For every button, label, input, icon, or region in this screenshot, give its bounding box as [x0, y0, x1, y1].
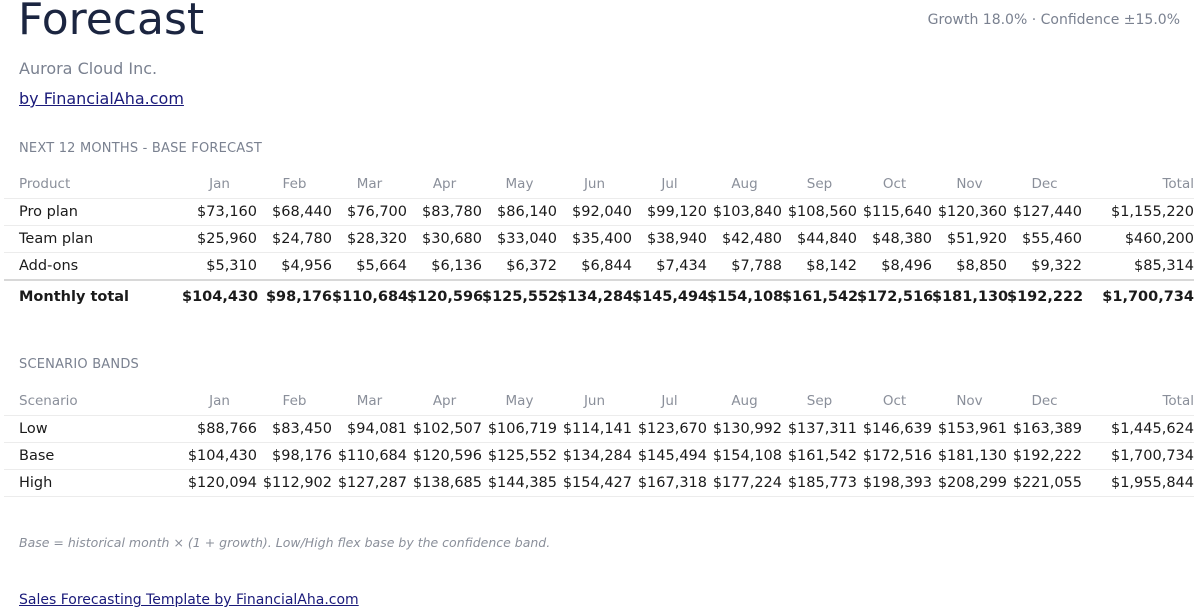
month-value-cell: $38,940	[632, 226, 707, 253]
month-value-cell: $8,496	[857, 253, 932, 281]
month-value-cell: $7,788	[707, 253, 782, 281]
month-value-cell: $145,494	[632, 280, 707, 313]
row-label: Pro plan	[4, 199, 182, 226]
footer-link[interactable]: Sales Forecasting Template by FinancialAha.com	[19, 592, 359, 608]
column-header-month: Apr	[407, 170, 482, 199]
month-value-cell: $120,094	[182, 470, 257, 497]
month-value-cell: $154,108	[707, 280, 782, 313]
column-header-month: Dec	[1007, 170, 1082, 199]
month-value-cell: $106,719	[482, 416, 557, 443]
month-value-cell: $102,507	[407, 416, 482, 443]
month-value-cell: $68,440	[257, 199, 332, 226]
column-header-month: Nov	[932, 170, 1007, 199]
month-value-cell: $44,840	[782, 226, 857, 253]
month-value-cell: $161,542	[782, 443, 857, 470]
month-value-cell: $123,670	[632, 416, 707, 443]
month-value-cell: $192,222	[1007, 443, 1082, 470]
table-header-row	[4, 170, 1194, 199]
column-header-total: Total	[1082, 170, 1194, 199]
month-value-cell: $144,385	[482, 470, 557, 497]
column-header-month: Mar	[332, 170, 407, 199]
month-value-cell: $94,081	[332, 416, 407, 443]
base-forecast-table	[4, 170, 1194, 313]
row-total-cell: $1,955,844	[1082, 470, 1194, 497]
column-header-total: Total	[1082, 387, 1194, 416]
table-row	[4, 443, 1194, 470]
month-value-cell: $51,920	[932, 226, 1007, 253]
scenario-section-label: SCENARIO BANDS	[19, 357, 139, 372]
month-value-cell: $30,680	[407, 226, 482, 253]
month-value-cell: $161,542	[782, 280, 857, 313]
column-header-month: Mar	[332, 387, 407, 416]
month-value-cell: $28,320	[332, 226, 407, 253]
table-row	[4, 416, 1194, 443]
month-value-cell: $73,160	[182, 199, 257, 226]
month-value-cell: $104,430	[182, 280, 257, 313]
month-value-cell: $83,450	[257, 416, 332, 443]
month-value-cell: $55,460	[1007, 226, 1082, 253]
column-header-month: May	[482, 387, 557, 416]
row-label: Monthly total	[4, 280, 182, 313]
column-header-month: Dec	[1007, 387, 1082, 416]
month-value-cell: $146,639	[857, 416, 932, 443]
month-value-cell: $154,108	[707, 443, 782, 470]
column-header-month: Sep	[782, 170, 857, 199]
month-value-cell: $115,640	[857, 199, 932, 226]
month-value-cell: $24,780	[257, 226, 332, 253]
month-value-cell: $208,299	[932, 470, 1007, 497]
methodology-note: Base = historical month × (1 + growth). Low/High flex base by the confidence band.	[19, 535, 551, 550]
row-label: Low	[4, 416, 182, 443]
month-value-cell: $83,780	[407, 199, 482, 226]
month-value-cell: $8,142	[782, 253, 857, 281]
month-value-cell: $167,318	[632, 470, 707, 497]
table-row	[4, 199, 1194, 226]
month-value-cell: $48,380	[857, 226, 932, 253]
month-value-cell: $99,120	[632, 199, 707, 226]
table-header-row	[4, 387, 1194, 416]
row-total-cell: $1,445,624	[1082, 416, 1194, 443]
column-header-month: Apr	[407, 387, 482, 416]
row-label: Team plan	[4, 226, 182, 253]
row-total-cell: $85,314	[1082, 253, 1194, 281]
month-value-cell: $185,773	[782, 470, 857, 497]
month-value-cell: $42,480	[707, 226, 782, 253]
month-value-cell: $130,992	[707, 416, 782, 443]
month-value-cell: $221,055	[1007, 470, 1082, 497]
column-header-label: Product	[4, 170, 182, 199]
month-value-cell: $98,176	[257, 280, 332, 313]
month-value-cell: $153,961	[932, 416, 1007, 443]
month-value-cell: $6,372	[482, 253, 557, 281]
row-label: High	[4, 470, 182, 497]
column-header-month: Feb	[257, 170, 332, 199]
month-value-cell: $6,136	[407, 253, 482, 281]
row-label: Base	[4, 443, 182, 470]
month-value-cell: $181,130	[932, 443, 1007, 470]
month-value-cell: $177,224	[707, 470, 782, 497]
row-total-cell: $1,155,220	[1082, 199, 1194, 226]
table-row	[4, 470, 1194, 497]
column-header-month: Jan	[182, 387, 257, 416]
column-header-month: Oct	[857, 387, 932, 416]
column-header-month: Feb	[257, 387, 332, 416]
month-value-cell: $125,552	[482, 280, 557, 313]
table-row	[4, 253, 1194, 281]
month-value-cell: $154,427	[557, 470, 632, 497]
month-value-cell: $25,960	[182, 226, 257, 253]
month-value-cell: $5,664	[332, 253, 407, 281]
column-header-month: Nov	[932, 387, 1007, 416]
column-header-month: Aug	[707, 170, 782, 199]
month-value-cell: $92,040	[557, 199, 632, 226]
column-header-month: Jul	[632, 170, 707, 199]
monthly-total-row	[4, 280, 1194, 313]
table-row	[4, 226, 1194, 253]
month-value-cell: $4,956	[257, 253, 332, 281]
month-value-cell: $76,700	[332, 199, 407, 226]
column-header-label: Scenario	[4, 387, 182, 416]
month-value-cell: $138,685	[407, 470, 482, 497]
month-value-cell: $5,310	[182, 253, 257, 281]
scenario-bands-table	[4, 387, 1194, 497]
byline-link[interactable]: by FinancialAha.com	[19, 89, 184, 108]
month-value-cell: $35,400	[557, 226, 632, 253]
row-label: Add-ons	[4, 253, 182, 281]
row-total-cell: $460,200	[1082, 226, 1194, 253]
month-value-cell: $125,552	[482, 443, 557, 470]
month-value-cell: $134,284	[557, 443, 632, 470]
company-name: Aurora Cloud Inc.	[19, 59, 158, 78]
month-value-cell: $108,560	[782, 199, 857, 226]
month-value-cell: $114,141	[557, 416, 632, 443]
month-value-cell: $163,389	[1007, 416, 1082, 443]
month-value-cell: $120,596	[407, 280, 482, 313]
column-header-month: May	[482, 170, 557, 199]
month-value-cell: $127,287	[332, 470, 407, 497]
month-value-cell: $181,130	[932, 280, 1007, 313]
month-value-cell: $134,284	[557, 280, 632, 313]
month-value-cell: $86,140	[482, 199, 557, 226]
month-value-cell: $33,040	[482, 226, 557, 253]
month-value-cell: $110,684	[332, 280, 407, 313]
month-value-cell: $145,494	[632, 443, 707, 470]
column-header-month: Oct	[857, 170, 932, 199]
month-value-cell: $137,311	[782, 416, 857, 443]
month-value-cell: $104,430	[182, 443, 257, 470]
column-header-month: Jun	[557, 170, 632, 199]
column-header-month: Aug	[707, 387, 782, 416]
month-value-cell: $120,360	[932, 199, 1007, 226]
month-value-cell: $120,596	[407, 443, 482, 470]
column-header-month: Jun	[557, 387, 632, 416]
growth-confidence-summary: Growth 18.0% · Confidence ±15.0%	[927, 12, 1180, 28]
month-value-cell: $98,176	[257, 443, 332, 470]
row-total-cell: $1,700,734	[1082, 443, 1194, 470]
forecast-section-label: NEXT 12 MONTHS - BASE FORECAST	[19, 141, 262, 156]
column-header-month: Sep	[782, 387, 857, 416]
column-header-month: Jan	[182, 170, 257, 199]
month-value-cell: $110,684	[332, 443, 407, 470]
row-total-cell: $1,700,734	[1082, 280, 1194, 313]
month-value-cell: $9,322	[1007, 253, 1082, 281]
month-value-cell: $8,850	[932, 253, 1007, 281]
month-value-cell: $192,222	[1007, 280, 1082, 313]
month-value-cell: $112,902	[257, 470, 332, 497]
page-title: Forecast	[18, 0, 205, 45]
month-value-cell: $7,434	[632, 253, 707, 281]
month-value-cell: $198,393	[857, 470, 932, 497]
month-value-cell: $88,766	[182, 416, 257, 443]
column-header-month: Jul	[632, 387, 707, 416]
month-value-cell: $172,516	[857, 443, 932, 470]
month-value-cell: $6,844	[557, 253, 632, 281]
month-value-cell: $103,840	[707, 199, 782, 226]
month-value-cell: $127,440	[1007, 199, 1082, 226]
month-value-cell: $172,516	[857, 280, 932, 313]
